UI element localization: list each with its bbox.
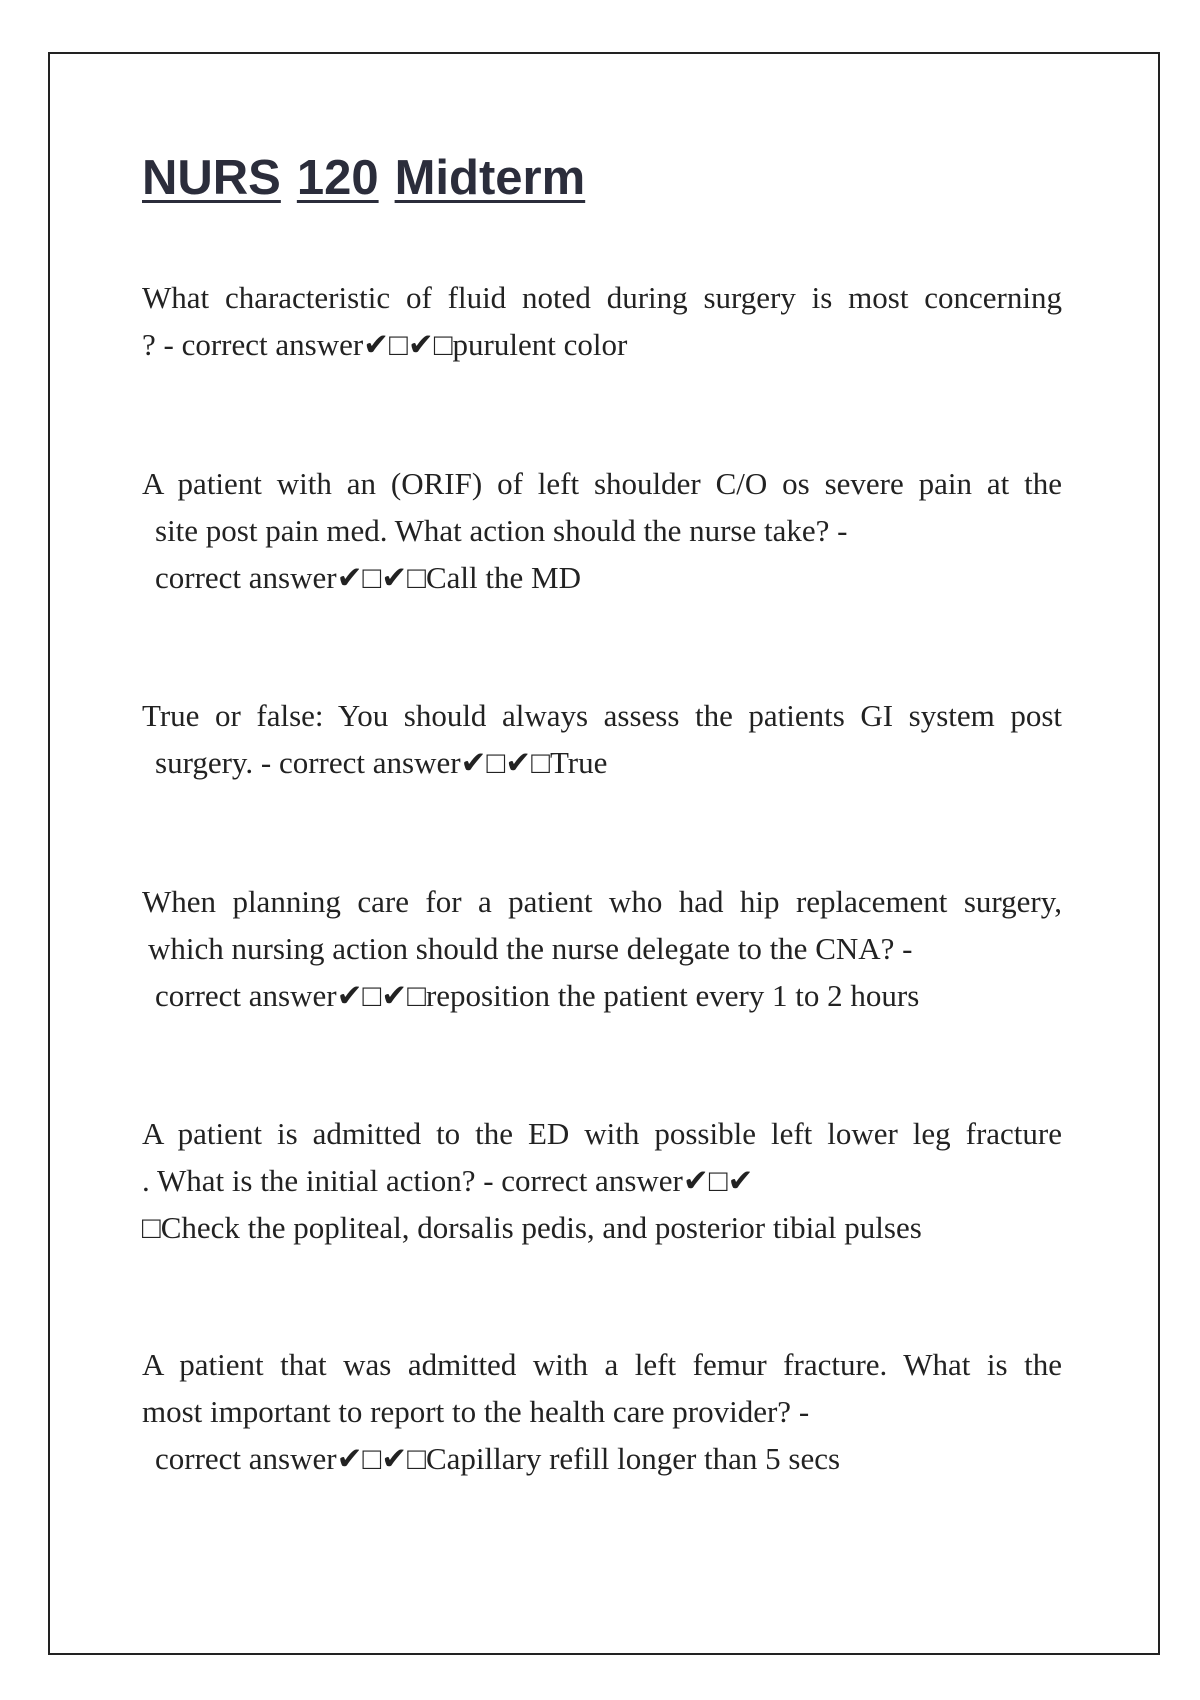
answer-line: correct answer✔□✔□Call the MD (155, 560, 581, 595)
question-block-6 (142, 1341, 1062, 1482)
question-line: True or false: You should always assess the patients GI system post (142, 698, 1062, 733)
question-line: A patient with an (ORIF) of left shoulder C/O os severe pain at the (142, 466, 1062, 501)
question-line: A patient is admitted to the ED with possible left lower leg fracture (142, 1116, 1062, 1151)
question-line: What characteristic of fluid noted during surgery is most concerning (142, 280, 1062, 315)
document-title (142, 150, 601, 206)
answer-line: correct answer✔□✔□reposition the patient every 1 to 2 hours (155, 978, 920, 1013)
question-line: which nursing action should the nurse delegate to the CNA? - (148, 931, 913, 966)
question-block-4 (142, 878, 1062, 1019)
question-line: . What is the initial action? - correct answer✔□✔ (142, 1163, 754, 1198)
question-block-1 (142, 274, 1062, 368)
question-line: most important to report to the health care provider? - (142, 1394, 810, 1429)
question-block-3 (142, 692, 1062, 786)
answer-line: surgery. - correct answer✔□✔□True (155, 745, 608, 780)
question-line: When planning care for a patient who had hip replacement surgery, (142, 884, 1062, 919)
question-block-5 (142, 1110, 1062, 1251)
answer-line: correct answer✔□✔□Capillary refill longer than 5 secs (155, 1441, 841, 1476)
title-word: NURS (142, 151, 281, 205)
title-word: Midterm (394, 151, 586, 205)
question-line: A patient that was admitted with a left femur fracture. What is the (142, 1347, 1062, 1382)
answer-line: □Check the popliteal, dorsalis pedis, and posterior tibial pulses (142, 1210, 922, 1245)
question-block-2 (142, 460, 1062, 601)
title-word: 120 (296, 151, 379, 205)
answer-line: ? - correct answer✔□✔□purulent color (142, 327, 628, 362)
question-line: site post pain med. What action should the nurse take? - (155, 513, 848, 548)
